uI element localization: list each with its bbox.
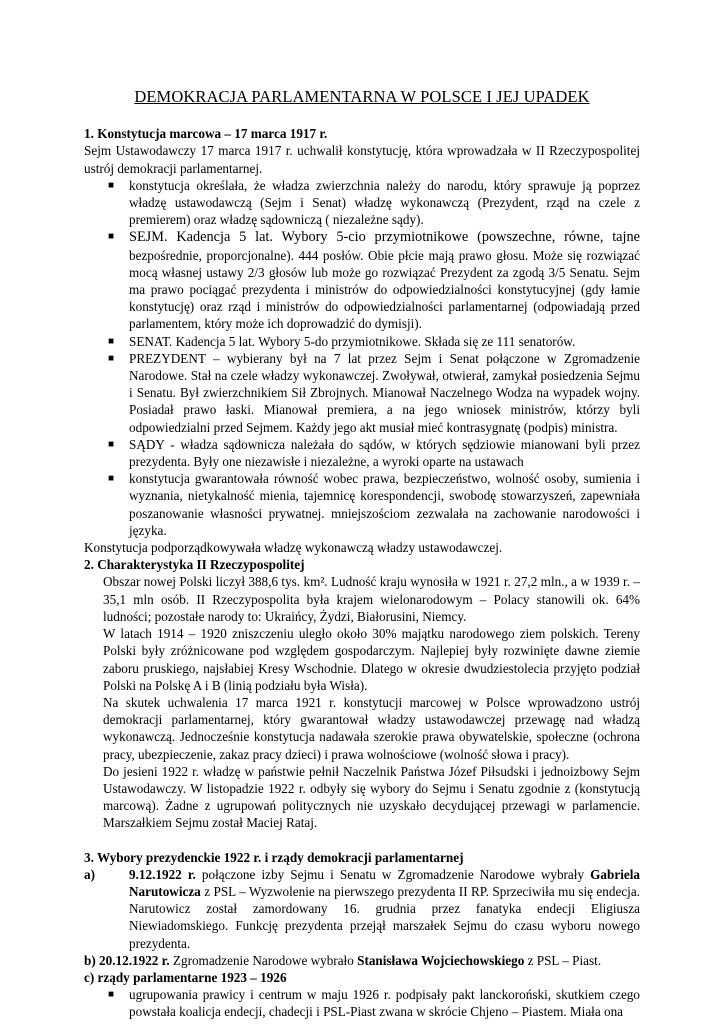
section-1-list bbox=[84, 177, 640, 539]
item-label: a) bbox=[84, 866, 95, 882]
page-title: DEMOKRACJA PARLAMENTARNA W POLSCE I JEJ UPADEK bbox=[134, 87, 590, 106]
square-bullet-icon: ■ bbox=[108, 179, 115, 191]
section-1-outro: Konstytucja podporządkowywała władzę wykonawczą władzy ustawodawczej. bbox=[84, 540, 503, 556]
item-label: c) bbox=[84, 969, 95, 985]
list-item: ■ SĄDY - władza sądownicza należała do sądów, w których sędziowie mianowani byli przez prezydenta. Były one niezawisłe i niezależne, a wyroki oparte na ustawach bbox=[108, 436, 640, 470]
section-1-heading: 1. Konstytucja marcowa – 17 marca 1917 r. bbox=[84, 126, 328, 142]
square-bullet-icon: ■ bbox=[108, 231, 115, 243]
section-3-heading: 3. Wybory prezydenckie 1922 r. i rządy demokracji parlamentarnej bbox=[84, 849, 464, 865]
item-b-date: 20.12.1922 r. bbox=[99, 952, 170, 968]
list-item: ■ konstytucja gwarantowała równość wobec prawa, bezpieczeństwo, wolność osoby, sumienia i wyznania, nietykalność mienia, tajemnicę korespondencji, swobodę stowarzyszeń, zapewniała poszanowanie własności prywatnej. mniejszościom zezwalała na zachowanie narodowości i języka. bbox=[108, 471, 640, 538]
item-c-heading: rządy parlamentarne 1923 – 1926 bbox=[97, 969, 287, 985]
list-item: ■ PREZYDENT – wybierany był na 7 lat przez Sejm i Senat połączone w Zgromadzenie Narodowe. Stał na czele władzy wykonawczej. Zwoływał, otwierał, zamykał posiedzenia Sejmu i Senatu. Był zwierzchnikiem Sił Zbrojnych. Mianował Naczelnego Wodza na wypadek wojny. Posiadał prawo łaski. Mianował premiera, a na jego wniosek ministrów, którzy byli odpowiedzialni przed Sejmem. Każdy jego akt musiał mieć kontrasygnatę (podpis) ministra. bbox=[108, 350, 640, 435]
section-3-item-a: a) 9.12.1922 r. połączone izby Sejmu i Senatu w Zgromadzenie Narodowe wybrały Gabriela Narutowicza z PSL – Wyzwolenie na pierwszego prezydenta II RP. Sprzeciwiła mu się endecja. Narutowicz został zamordowany 16. grudnia przez fanatyka endecji Eligiusza Niewiadomskiego. Funkcję prezydenta przejął marszałek Sejmu do czasu wyboru nowego prezydenta. bbox=[84, 866, 640, 951]
square-bullet-icon: ■ bbox=[108, 352, 115, 364]
list-item: ■ konstytucja określała, że władza zwierzchnia należy do narodu, który sprawuje ją poprzez władzę ustawodawczą (Sejm i Senat) władzę wykonawczą (Prezydent, rząd na czele z premierem) oraz władzę sądowniczą ( niezależne sądy). bbox=[108, 177, 640, 228]
section-3-item-b: b) 20.12.1922 r. Zgromadzenie Narodowe wybrało Stanisława Wojciechowskiego z PSL – Piast. bbox=[84, 952, 602, 968]
section-3-item-c bbox=[84, 969, 640, 986]
document-page bbox=[84, 80, 640, 1021]
item-label: b) bbox=[84, 952, 96, 968]
list-item: ■ ugrupowania prawicy i centrum w maju 1926 r. podpisały pakt lanckoroński, skutkiem czego powstała koalicja endecji, chadecji i PSL-Piast zwana w skrócie Chjeno – Piastem. Miała ona bbox=[108, 987, 640, 1020]
section-2-paragraph: Na skutek uchwalenia 17 marca 1921 r. konstytucji marcowej w Polsce wprowadzono ustrój demokracji parlamentarnej, który gwarantował władzy ustawodawczej przewagę nad władzą wykonawczą. Jednocześnie konstytucja nadawała szerokie prawa obywatelskie, społeczne (ochrona pracy, ubezpieczenie, zakaz pracy dzieci) i prawa wolnościowe (wolność słowa i pracy). bbox=[103, 694, 640, 762]
list-item: ■ SEJM. Kadencja 5 lat. Wybory 5-cio przymiotnikowe (powszechne, równe, tajne bezpośrednie, proporcjonalne). 444 posłów. Obie płcie mają prawo głosu. Może się rozwiązać mocą własnej ustawy 2/3 głosów lub może go rozwiązać Prezydent za zgodą 3/5 Senatu. Sejm ma prawo pociągać prezydenta i ministrów do odpowiedzialności konstytucyjnej (gdy łamie konstytucję) oraz rząd i ministrów do odpowiedzialności parlamentarnej (odpowiadają przed parlamentem, który może ich doprowadzić do dymisji). bbox=[108, 229, 640, 332]
section-2-paragraph: Do jesieni 1922 r. władzę w państwie pełnił Naczelnik Państwa Józef Piłsudski i jednoizbowy Sejm Ustawodawczy. W listopadzie 1922 r. odbyły się wybory do Sejmu i Senatu zgodnie z (konstytucją marcową). Żadne z ugrupowań politycznych nie uzyskało decydującej przewagi w parlamencie. Marszałkiem Sejmu został Maciej Rataj. bbox=[103, 763, 640, 831]
section-2-paragraph: W latach 1914 – 1920 zniszczeniu uległo około 30% majątku narodowego ziem polskich. Tereny Polski były zróżnicowane pod względem gospodarczym. Najlepiej były rozwinięte dawne ziemie zaboru pruskiego, najsłabiej Kresy Wschodnie. Dlatego w okresie dwudziestolecia przyjęto podział Polski na Polskę A i B (linią podziału była Wisła). bbox=[103, 626, 640, 693]
item-a-name: Gabriela Narutowicza bbox=[129, 866, 640, 899]
section-2-paragraph: Obszar nowej Polski liczył 388,6 tys. km². Ludność kraju wynosiła w 1921 r. 27,2 mln., a w 1939 r. – 35,1 mln osób. II Rzeczypospolita była krajem wielonarodowym – Polacy stanowili ok. 64% ludności; pozostałe narody to: Ukraińcy, Żydzi, Białorusini, Niemcy. bbox=[103, 574, 640, 624]
item-b-name: Stanisława Wojciechowskiego bbox=[357, 952, 525, 968]
square-bullet-icon: ■ bbox=[108, 438, 115, 450]
section-1-intro: Sejm Ustawodawczy 17 marca 1917 r. uchwalił konstytucję, która wprowadzała w II Rzeczypospolitej ustrój demokracji parlamentarnej. bbox=[84, 143, 640, 176]
list-item: ■ SENAT. Kadencja 5 lat. Wybory 5-do przymiotnikowe. Składa się ze 111 senatorów. bbox=[108, 333, 576, 349]
square-bullet-icon: ■ bbox=[108, 989, 115, 1001]
item-a-date: 9.12.1922 r. bbox=[129, 866, 196, 882]
square-bullet-icon: ■ bbox=[108, 335, 115, 347]
square-bullet-icon: ■ bbox=[108, 473, 115, 485]
section-3-list bbox=[84, 986, 640, 1020]
section-2-heading: 2. Charakterystyka II Rzeczypospolitej bbox=[84, 557, 305, 573]
